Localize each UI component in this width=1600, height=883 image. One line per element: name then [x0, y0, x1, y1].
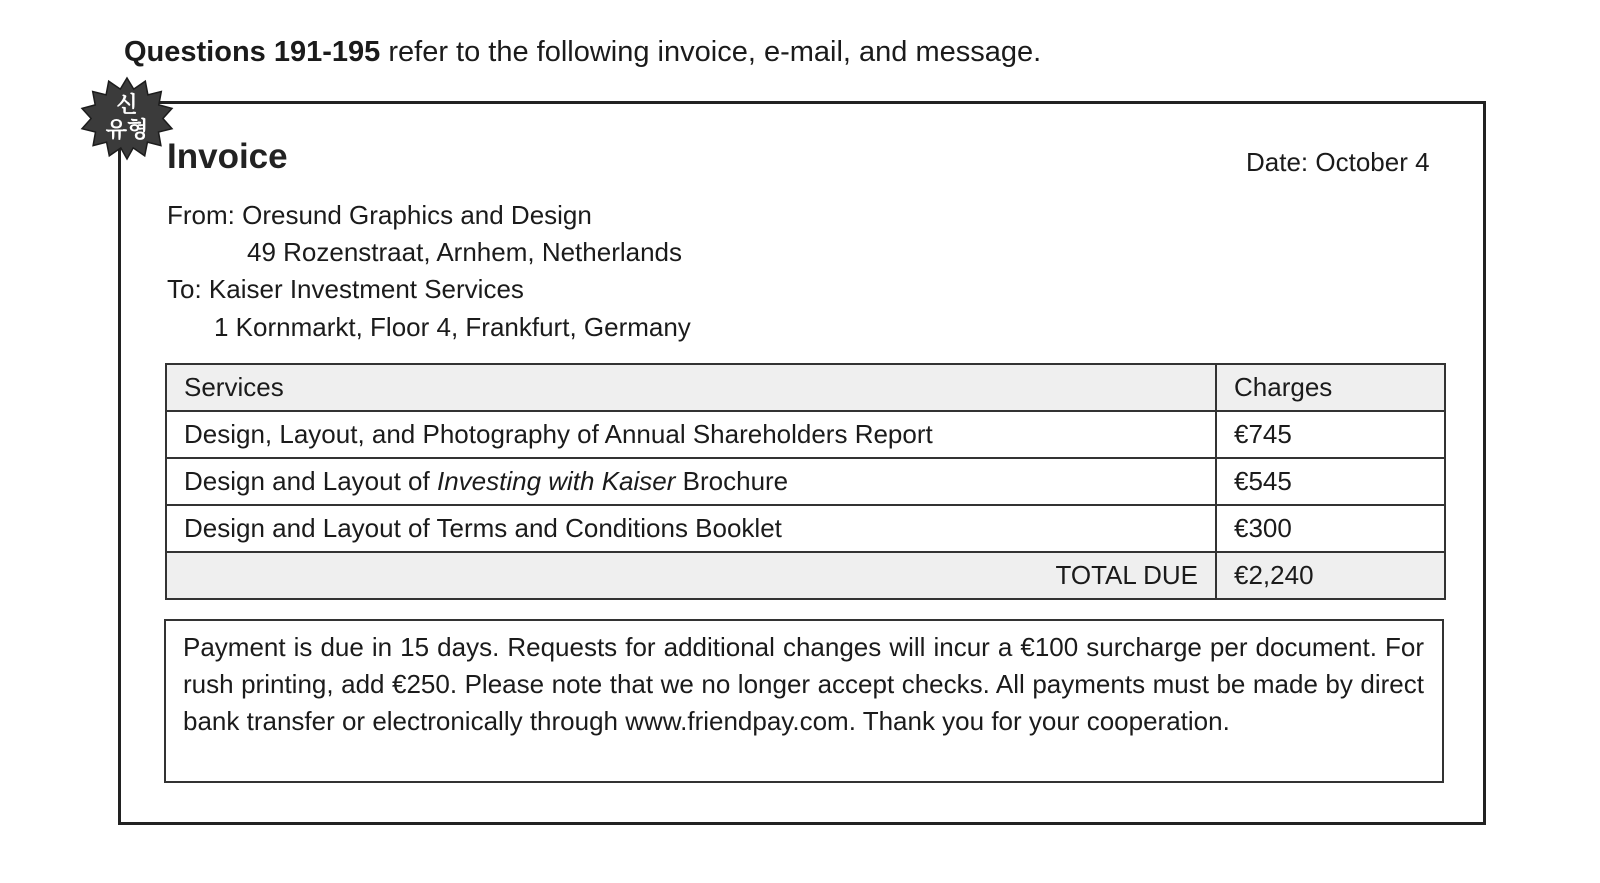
- service-text: Design and Layout of Terms and Conditions Booklet: [184, 513, 782, 543]
- to-line: To: Kaiser Investment Services: [167, 274, 524, 304]
- charge-cell: €300: [1216, 505, 1445, 552]
- invoice-title: Invoice: [167, 137, 288, 176]
- charge-cell: €745: [1216, 411, 1445, 458]
- service-cell: [166, 505, 1216, 552]
- service-italic-title: Investing with Kaiser: [436, 466, 676, 496]
- table-header-row: [166, 364, 1445, 411]
- new-type-badge-icon: [80, 76, 174, 170]
- service-cell: [166, 411, 1216, 458]
- services-table: [165, 363, 1446, 600]
- from-line: From: Oresund Graphics and Design: [167, 200, 592, 230]
- charges-header: Charges: [1216, 364, 1445, 411]
- total-row: [166, 552, 1445, 599]
- service-text: Design, Layout, and Photography of Annual Shareholders Report: [184, 419, 933, 449]
- total-due-label: TOTAL DUE: [166, 552, 1216, 599]
- table-row: [166, 505, 1445, 552]
- table-row: [166, 458, 1445, 505]
- charge-cell: €545: [1216, 458, 1445, 505]
- invoice-date: Date: October 4: [1246, 147, 1430, 177]
- question-range: Questions 191-195: [124, 36, 381, 68]
- from-address: 49 Rozenstraat, Arnhem, Netherlands: [247, 237, 683, 267]
- badge-line-2: 유형: [105, 118, 149, 143]
- questions-intro: [124, 36, 1041, 69]
- payment-note: Payment is due in 15 days. Requests for additional changes will incur a €100 surcharge per document. For rush printing, add €250. Please note that we no longer accept checks. All payments must be made by direct bank transfer or electronically through www.friendpay.com. Thank you for your cooperation.: [164, 619, 1444, 783]
- total-due-value: €2,240: [1216, 552, 1445, 599]
- services-header: Services: [166, 364, 1216, 411]
- intro-text: refer to the following invoice, e-mail, and message.: [380, 36, 1042, 68]
- badge-label: [80, 93, 174, 143]
- service-cell: [166, 458, 1216, 505]
- badge-line-1: 신: [116, 93, 138, 118]
- service-text-suffix: Brochure: [675, 466, 789, 496]
- table-row: [166, 411, 1445, 458]
- to-address: 1 Kornmarkt, Floor 4, Frankfurt, Germany: [214, 312, 691, 342]
- service-text: Design and Layout of: [184, 466, 437, 496]
